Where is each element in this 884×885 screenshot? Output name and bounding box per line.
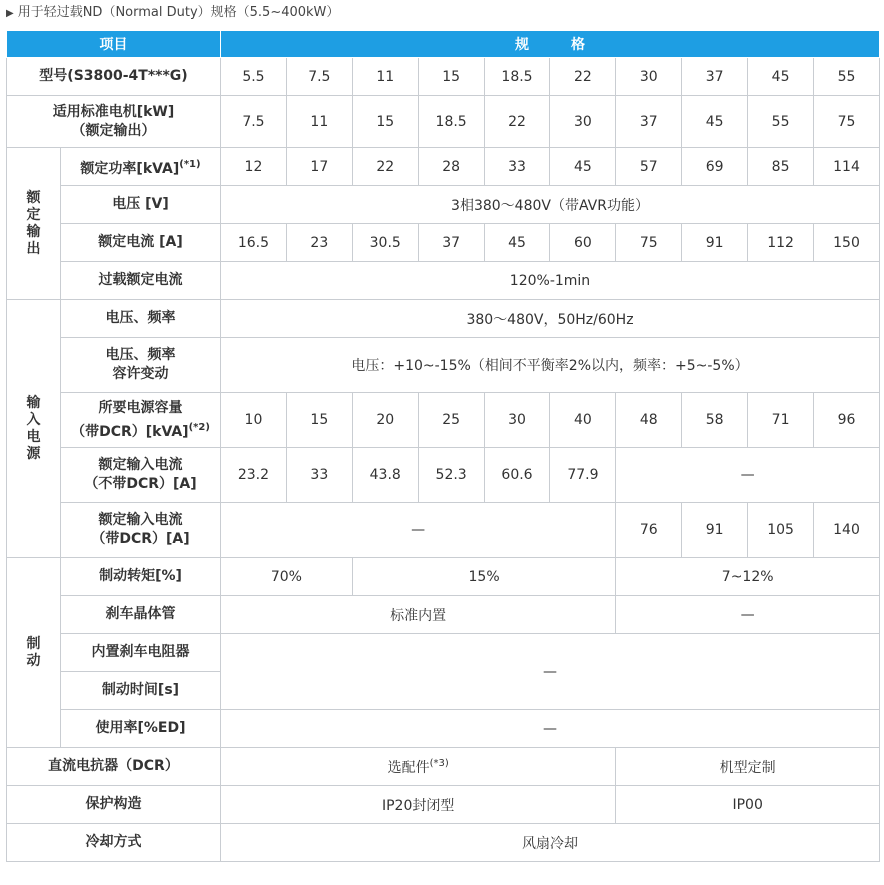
- current-cell: 75: [616, 224, 682, 262]
- current-cell: 23: [286, 224, 352, 262]
- voltage-value: 3相380～480V（带AVR功能）: [221, 186, 880, 224]
- cur-nodcr-dash: —: [616, 448, 880, 503]
- motor-cell: 15: [352, 96, 418, 148]
- group-input-text: 输入电源: [26, 394, 41, 462]
- model-cell: 18.5: [484, 58, 550, 96]
- cur-nodcr-cell: 52.3: [418, 448, 484, 503]
- vf-label: 电压、频率: [61, 300, 221, 338]
- group-output: [7, 148, 61, 300]
- table-row: [7, 148, 880, 186]
- protect-label: 保护构造: [7, 786, 221, 824]
- cur-dcr-dash: —: [221, 503, 616, 558]
- dcr-value-1-text: 选配件: [387, 759, 430, 776]
- power-cell: 114: [814, 148, 880, 186]
- power-label-text: 额定功率[kVA]: [80, 160, 180, 177]
- voltage-label: 电压 [V]: [61, 186, 221, 224]
- table-row: [7, 824, 880, 862]
- table-caption: [6, 3, 339, 24]
- model-cell: 15: [418, 58, 484, 96]
- current-cell: 37: [418, 224, 484, 262]
- motor-label-line2: （额定输出）: [71, 122, 156, 139]
- capacity-cell: 71: [748, 393, 814, 448]
- table-row: [7, 558, 880, 596]
- motor-cell: 55: [748, 96, 814, 148]
- model-cell: 45: [748, 58, 814, 96]
- table-row: [7, 338, 880, 393]
- power-cell: 22: [352, 148, 418, 186]
- torque-label: 制动转矩[%]: [61, 558, 221, 596]
- vf-value: 380～480V，50Hz/60Hz: [221, 300, 880, 338]
- tolerance-label-line1: 电压、频率: [105, 347, 176, 363]
- motor-cell: 11: [286, 96, 352, 148]
- table-row: [7, 748, 880, 786]
- table-row: [7, 300, 880, 338]
- motor-cell: 37: [616, 96, 682, 148]
- cur-nodcr-cell: 77.9: [550, 448, 616, 503]
- header-spec: 规 格: [221, 31, 880, 58]
- protect-value-1: IP20封闭型: [221, 786, 616, 824]
- motor-cell: 45: [682, 96, 748, 148]
- cur-dcr-label-line2: （带DCR）[A]: [91, 531, 190, 547]
- capacity-cell: 58: [682, 393, 748, 448]
- group-brake-text: 制动: [26, 635, 41, 669]
- capacity-cell: 30: [484, 393, 550, 448]
- torque-value-3: 7~12%: [616, 558, 880, 596]
- motor-cell: 22: [484, 96, 550, 148]
- dcr-value-2: 机型定制: [616, 748, 880, 786]
- power-cell: 45: [550, 148, 616, 186]
- group-input: [7, 300, 61, 558]
- motor-cell: 75: [814, 96, 880, 148]
- model-cell: 7.5: [286, 58, 352, 96]
- triangle-bullet-icon: ▶: [6, 8, 14, 19]
- cooling-value: 风扇冷却: [221, 824, 880, 862]
- transistor-value-2: —: [616, 596, 880, 634]
- power-cell: 33: [484, 148, 550, 186]
- table-row: [7, 393, 880, 448]
- power-cell: 57: [616, 148, 682, 186]
- power-cell: 69: [682, 148, 748, 186]
- model-cell: 55: [814, 58, 880, 96]
- overload-label: 过载额定电流: [61, 262, 221, 300]
- table-row: [7, 634, 880, 672]
- table-row: [7, 710, 880, 748]
- cur-dcr-cell: 91: [682, 503, 748, 558]
- brake-time-label: 制动时间[s]: [61, 672, 221, 710]
- current-cell: 150: [814, 224, 880, 262]
- motor-cell: 18.5: [418, 96, 484, 148]
- protect-value-2: IP00: [616, 786, 880, 824]
- capacity-cell: 20: [352, 393, 418, 448]
- spec-table: [6, 30, 880, 862]
- brake-time-value: —: [221, 634, 880, 710]
- model-cell: 22: [550, 58, 616, 96]
- cur-nodcr-cell: 33: [286, 448, 352, 503]
- capacity-note: (*2): [188, 421, 210, 433]
- cur-dcr-cell: 76: [616, 503, 682, 558]
- transistor-value-1: 标准内置: [221, 596, 616, 634]
- power-cell: 17: [286, 148, 352, 186]
- motor-label: [7, 96, 221, 148]
- header-row: [7, 31, 880, 58]
- current-cell: 112: [748, 224, 814, 262]
- current-cell: 16.5: [221, 224, 287, 262]
- model-cell: 37: [682, 58, 748, 96]
- cooling-label: 冷却方式: [7, 824, 221, 862]
- capacity-cell: 40: [550, 393, 616, 448]
- resistor-label: 内置刹车电阻器: [61, 634, 221, 672]
- motor-cell: 7.5: [221, 96, 287, 148]
- cur-nodcr-cell: 23.2: [221, 448, 287, 503]
- capacity-cell: 25: [418, 393, 484, 448]
- capacity-cell: 10: [221, 393, 287, 448]
- table-row: [7, 503, 880, 558]
- cur-nodcr-label-line2: （不带DCR）[A]: [84, 476, 197, 492]
- cur-dcr-label: [61, 503, 221, 558]
- tolerance-label-line2: 容许变动: [112, 366, 169, 382]
- capacity-cell: 48: [616, 393, 682, 448]
- dcr-label: 直流电抗器（DCR）: [7, 748, 221, 786]
- motor-cell: 30: [550, 96, 616, 148]
- capacity-label-line1: 所要电源容量: [98, 399, 183, 416]
- caption-text: 用于轻过载ND（Normal Duty）规格（5.5~400kW）: [17, 5, 340, 20]
- model-label: 型号(S3800-4T***G): [7, 58, 221, 96]
- power-cell: 28: [418, 148, 484, 186]
- current-label: 额定电流 [A]: [61, 224, 221, 262]
- table-row: [7, 96, 880, 148]
- cur-nodcr-label: [61, 448, 221, 503]
- capacity-cell: 96: [814, 393, 880, 448]
- cur-nodcr-cell: 60.6: [484, 448, 550, 503]
- table-row: [7, 596, 880, 634]
- capacity-label: [61, 393, 221, 448]
- power-note: (*1): [179, 158, 201, 170]
- motor-label-line1: 适用标准电机[kW]: [52, 103, 175, 120]
- capacity-cell: 15: [286, 393, 352, 448]
- current-cell: 91: [682, 224, 748, 262]
- table-row: [7, 224, 880, 262]
- cur-nodcr-label-line1: 额定输入电流: [98, 457, 183, 473]
- model-cell: 30: [616, 58, 682, 96]
- dcr-note: (*3): [429, 757, 449, 769]
- group-output-text: 额定输出: [26, 189, 41, 257]
- cur-dcr-label-line1: 额定输入电流: [98, 512, 183, 528]
- overload-value: 120%-1min: [221, 262, 880, 300]
- cur-dcr-cell: 105: [748, 503, 814, 558]
- power-cell: 12: [221, 148, 287, 186]
- usage-label: 使用率[%ED]: [61, 710, 221, 748]
- dcr-value-1: [221, 748, 616, 786]
- tolerance-label: [61, 338, 221, 393]
- header-item: 项目: [7, 31, 221, 58]
- power-cell: 85: [748, 148, 814, 186]
- current-cell: 45: [484, 224, 550, 262]
- transistor-label: 刹车晶体管: [61, 596, 221, 634]
- power-label: [61, 148, 221, 186]
- current-cell: 60: [550, 224, 616, 262]
- table-row: [7, 186, 880, 224]
- model-cell: 5.5: [221, 58, 287, 96]
- table-row: [7, 262, 880, 300]
- cur-dcr-cell: 140: [814, 503, 880, 558]
- capacity-label-line2: （带DCR）[kVA]: [71, 423, 189, 440]
- group-brake: [7, 558, 61, 748]
- cur-nodcr-cell: 43.8: [352, 448, 418, 503]
- torque-value-2: 15%: [352, 558, 616, 596]
- tolerance-value: 电压：+10~-15%（相间不平衡率2%以内，频率：+5~-5%）: [221, 338, 880, 393]
- torque-value-1: 70%: [221, 558, 353, 596]
- current-cell: 30.5: [352, 224, 418, 262]
- table-row: [7, 58, 880, 96]
- table-row: [7, 448, 880, 503]
- usage-value: —: [221, 710, 880, 748]
- table-row: [7, 786, 880, 824]
- model-cell: 11: [352, 58, 418, 96]
